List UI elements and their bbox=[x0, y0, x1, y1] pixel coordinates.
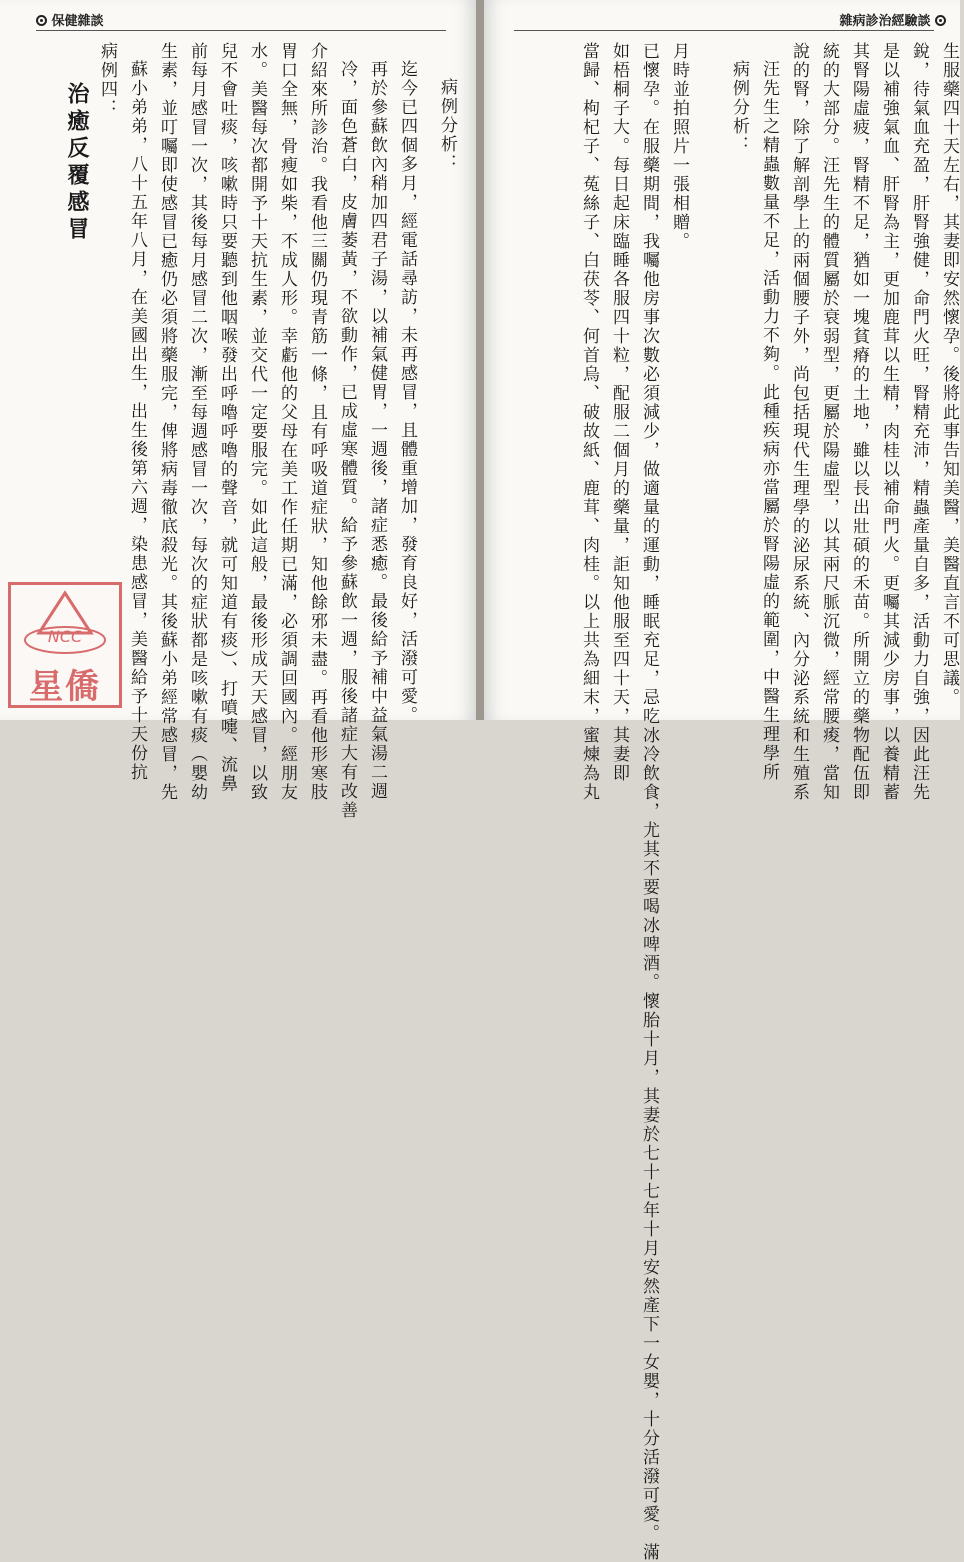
text-column: 說的腎，除了解剖學上的兩個腰子外，尚包括現代生理學的泌尿系統、內分泌系統和生殖系 bbox=[789, 42, 809, 802]
text-column: 是以補強氣血、肝腎為主，更加鹿茸以生精，肉桂以補命門火。更囑其減少房事，以養精蓄 bbox=[879, 42, 899, 802]
stamp-name-text: 星僑 bbox=[29, 667, 101, 707]
circle-ornament-icon bbox=[935, 15, 946, 26]
section-title: 治癒反覆感冒 bbox=[64, 82, 90, 244]
right-text-body bbox=[534, 42, 964, 1562]
text-column: 月時並拍照片一張相贈。 bbox=[669, 42, 689, 251]
text-column: 生素，並叮囑即使感冒已癒仍必須將藥服完，俾將病毒徹底殺光。其後蘇小弟經常感冒，先 bbox=[157, 42, 177, 802]
text-column: 介紹來所診治。我看他三關仍現青筋一條，且有呼吸道症狀，知他餘邪未盡。再看他形寒肢 bbox=[307, 42, 327, 802]
text-column: 如梧桐子大。每日起床臨睡各服四十粒，配服二個月的藥量，詎知他服至四十天，其妻即 bbox=[609, 42, 629, 783]
text-column: 已懷孕。在服藥期間，我囑他房事次數必須減少，做適量的運動，睡眠充足，忌吃冰冷飲食，尤其不要喝冰啤酒。懷胎十月，其妻於七十七年十月安然產下一女嬰，十分活潑可愛。滿 bbox=[639, 42, 659, 1562]
text-column: 蘇小弟弟，八十五年八月，在美國出生，出生後第六週，染患感冒，美醫給予十天份抗 bbox=[127, 60, 147, 782]
text-column: 統的大部分。汪先生的體質屬於衰弱型，更屬於陽虛型，以其兩尺脈沉微，經常腰痠，當知 bbox=[819, 42, 839, 802]
subheading: 病例分析： bbox=[729, 60, 749, 155]
text-column: 兒不會吐痰，咳嗽時只要聽到他咽喉發出呼嚕呼嚕的聲音，就可知道有痰）、打噴嚏、流鼻 bbox=[217, 42, 237, 794]
book-gutter bbox=[476, 0, 484, 720]
right-page bbox=[484, 0, 960, 1562]
stamp-ncc-text: NCC bbox=[47, 627, 83, 646]
text-column: 迄今已四個多月，經電話尋訪，未再感冒，且體重增加，發育良好，活潑可愛。 bbox=[397, 60, 417, 725]
right-header-rule bbox=[514, 30, 934, 31]
text-column: 再於參蘇飲內稍加四君子湯，以補氣健胃，一週後，諸症悉癒。最後給予補中益氣湯二週 bbox=[367, 60, 387, 801]
text-column: 其腎陽虛疲，腎精不足，猶如一塊貧瘠的土地，雖以長出壯碩的禾苗。所開立的藥物配伍即 bbox=[849, 42, 869, 802]
ncc-watermark-stamp bbox=[8, 582, 122, 708]
circle-ornament-icon bbox=[36, 15, 47, 26]
text-column: 當歸、枸杞子、菟絲子、白茯苓、何首烏、破故紙、鹿茸、肉桂。以上共為細末，蜜煉為丸 bbox=[579, 42, 599, 802]
text-column: 冷，面色蒼白，皮膚萎黃，不欲動作，已成虛寒體質。給予參蘇飲一週，服後諸症大有改善 bbox=[337, 60, 357, 820]
text-column: 前每月感冒一次，其後每月感冒二次，漸至每週感冒一次，每次的症狀都是咳嗽有痰（嬰幼 bbox=[187, 42, 207, 802]
text-column: 銳，待氣血充盈，肝腎強健，命門火旺，腎精充沛，精蟲產量自多，活動力自強，因此汪先 bbox=[909, 42, 929, 802]
left-header-rule bbox=[36, 30, 446, 31]
text-column: 胃口全無，骨瘦如柴，不成人形。幸虧他的父母在美工作任期已滿，必須調回國內。經朋友 bbox=[277, 42, 297, 802]
subheading: 病例分析： bbox=[437, 78, 457, 173]
right-header-text: 雜病診治經驗談 bbox=[839, 14, 931, 29]
subheading: 病例四： bbox=[97, 42, 117, 118]
left-running-header bbox=[36, 10, 104, 29]
text-column: 水。美醫每次都開予十天抗生素，並交代一定要服完。如此這般，最後形成天天感冒，以致 bbox=[247, 42, 267, 802]
text-column: 生服藥四十天左右，其妻即安然懷孕。後將此事告知美醫，美醫直言不可思議。 bbox=[939, 42, 959, 707]
left-header-text: 保健雜談 bbox=[51, 14, 104, 29]
right-running-header bbox=[839, 10, 946, 29]
left-text-body bbox=[62, 42, 462, 820]
text-column: 汪先生之精蟲數量不足，活動力不夠。此種疾病亦當屬於腎陽虛的範圍，中醫生理學所 bbox=[759, 60, 779, 782]
